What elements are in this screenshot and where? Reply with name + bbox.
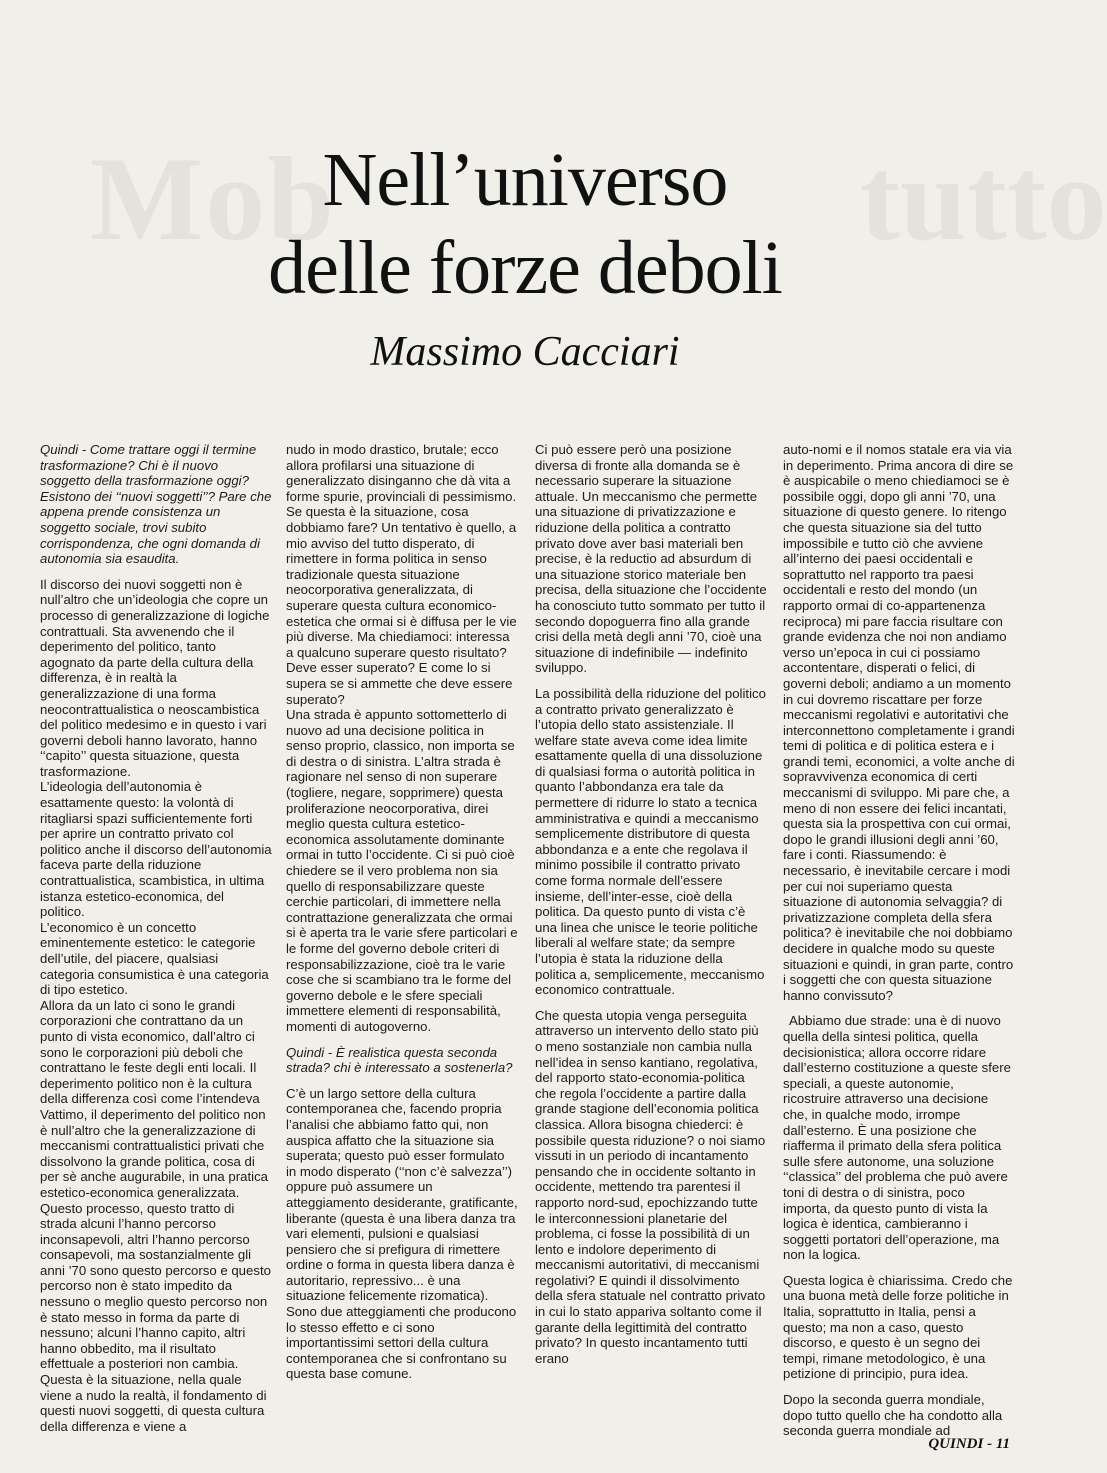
text-column-3 <box>535 442 767 1366</box>
paragraph: auto-nomi e il nomos statale era via via in deperimento. Prima ancora di dire se è auspicabile o meno chiediamoci se è possibile oggi, dopo gli anni ’70, una situazione di questo genere. Io ritengo che questa situazione sia del tutto impossibile e tutto ciò che avviene all’interno dei paesi occidentali e soprattutto nel rapporto tra paesi occidentali e resto del mondo (un rapporto ormai di co-appartenenza reciproca) mi pare faccia risultare con grande evidenza che noi non andiamo verso un’epoca in cui ci possiamo accontentare, disperati o felici, di governi deboli; andiamo a un momento in cui dovremo riscattare per forze meccanismi regolativi e autoritativi che interconnettono completamente i grandi temi di politica e di politica estera e i grandi temi, economici, a volte anche di sopravvivenza economica di certi meccanismi di sviluppo. Mi pare che, a meno di non essere dei felici incantati, questa sia la prospettiva con cui ormai, dopo le grandi illusioni degli anni ’60, fare i conti. Riassumendo: è necessario, è inevitabile cercare i modi per cui noi superiamo questa situazione di autonomia selvaggia? di privatizzazione completa della sfera politica? è inevitabile che noi dobbiamo decidere in qualche modo su queste situazioni e quindi, in gran parte, contro i soggetti che con questa situazione hanno convissuto? <box>783 442 1015 1003</box>
paragraph: Una strada è appunto sottometterlo di nuovo ad una decisione politica in senso proprio, classico, non importa se di destra o di sinistra. L’altra strada è ragionare nel senso di non superare (togliere, negare, sopprimere) questa proliferazione neocorporativa, direi meglio questa cultura estetico-economica assolutamente dominante ormai in tutto l’occidente. Ci si può cioè chiedere se il vero problema non sia quello di responsabilizzare queste cerchie particolari, di immettere nella contrattazione generalizzata che ormai si è aperta tra le varie sfere particolari e le forme del governo debole criteri di responsabilizzazione, cioè tra le varie cose che si scambiano tra le forme del governo debole e le sfere speciali immettere elementi di responsabilità, momenti di autogoverno. <box>286 707 518 1034</box>
paragraph: Quindi - Come trattare oggi il termine trasformazione? Chi è il nuovo soggetto della trasformazione oggi? Esistono dei ‘‘nuovi soggetti’’? Pare che appena prende consistenza un soggetto sociale, trovi subito corrispondenza, che ogni domanda di autonomia sia esaudita. <box>40 442 272 567</box>
paragraph: La possibilità della riduzione del politico a contratto privato generalizzato è l’utopia dello stato assistenziale. Il welfare state aveva come idea limite esattamente quella di una dissoluzione di qualsiasi forma o autorità politica in quanto l’abbondanza era tale da permettere di ridurre lo stato a tecnica amministrativa e quindi a meccanismo semplicemente distributore di questa abbondanza e a ente che regolava il minimo possibile il contratto privato come forma normale dell’essere insieme, dell’inter-esse, cioè della politica. Da questo punto di vista c’è una linea che unisce le teorie politiche liberali al welfare state; da sempre l’utopia è stata la riduzione della politica a, semplicemente, meccanismo economico contrattuale. <box>535 685 766 998</box>
bleed-through-text: Mob <box>90 132 336 265</box>
bleed-through-text-right: tutto <box>860 132 1107 265</box>
paragraph: Dopo la seconda guerra mondiale, dopo tutto quello che ha condotto alla seconda guerra mondiale ad <box>783 1392 1003 1439</box>
paragraph: Ci può essere però una posizione diversa di fronte alla domanda se è necessario superare la situazione attuale. Un meccanismo che permette una situazione di privatizzazione e riduzione della politica a contratto privato dove aver basi materiali ben precise, è la reductio ad absurdum di una situazione storico materiale ben precisa, della situazione che l’occidente ha conosciuto tutto sommato per tutto il secondo dopoguerra fino alla grande crisi della metà degli anni ’70, cioè una situazione di indefinibile — indefinito sviluppo. <box>535 442 767 676</box>
paragraph: Se questa è la situazione, cosa dobbiamo fare? Un tentativo è quello, a mio avviso del tutto disperato, di rimettere in forma politica in senso tradizionale questa situazione neocorporativa generalizzata, di superare questa cultura economico-estetica che ormai si è diffusa per le vie più diverse. Ma chiediamoci: interessa a qualcuno superare questo risultato? Deve esser superato? E come lo si supera se si ammette che deve essere superato? <box>286 504 517 707</box>
text-column-4 <box>783 442 1015 1439</box>
paragraph: Che questa utopia venga perseguita attraverso un intervento dello stato più o meno sostanziale non cambia nulla nell’idea in senso kantiano, regolativa, del rapporto stato-economia-politica che regola l’occidente a partire dalla grande stagione dell’economia politica classica. Allora bisogna chiederci: è possibile questa riduzione? o noi siamo vissuti in un periodo di incantamento pensando che in occidente soltanto in occidente, mettendo tra parentesi il rapporto nord-sud, epochizzando tutte le interconnessioni planetarie del problema, ci fosse la possibilità di un lento e indolore deperimento di meccanismi autoritativi, di meccanismi regolativi? E quindi il dissolvimento della sfera statuale nel contratto privato in cui lo stato appariva soltanto come il garante della legittimità del contratto privato? In questo incantamento tutti erano <box>535 1007 766 1366</box>
paragraph: Questa logica è chiarissima. Credo che una buona metà delle forze politiche in Italia, soprattutto in Italia, pensi a questo; ma non a caso, questo discorso, e questo è un segno dei tempi, rimane metodologico, è una petizione di principio, pura idea. <box>783 1272 1013 1382</box>
article-title-line-1: Nell’universo <box>322 138 728 222</box>
paragraph: Allora da un lato ci sono le grandi corporazioni che contrattano da un punto di vista economico, dall’altro ci sono le corporazioni più deboli che contrattano le feste degli enti locali. Il deperimento politico non è la cultura della differenza così come l’intendeva Vattimo, il deperimento del politico non è null’altro che la generalizzazione di meccanismi contrattualistici privati che dissolvono la grande politica, cosa di per sè anche augurabile, in una pratica estetico-economica generalizzata. <box>40 997 269 1200</box>
paragraph: L’economico è un concetto eminentemente estetico: le categorie dell’utile, del piacere, qualsiasi categoria consumistica è una categoria di tipo estetico. <box>40 919 269 998</box>
text-column-2 <box>286 442 518 1382</box>
paragraph: Questo processo, questo tratto di strada alcuni l’hanno percorso inconsapevoli, altri l’hanno percorso consapevoli, ma sostanzialmente gli anni ’70 sono questo percorso e questo percorso non è stato impedito da nessuno o meglio questo percorso non è stato messo in forma da parte di nessuno; alcuni l’hanno capito, altri hanno obbedito, ma il risultato effettuale a posteriori non cambia. <box>40 1200 271 1372</box>
text-column-1 <box>40 442 272 1434</box>
paragraph: L’ideologia dell’autonomia è esattamente questo: la volontà di ritagliarsi spazi sufficientemente forti per aprire un contratto privato col politico anche il discorso dell’autonomia faceva parte della riduzione contrattualistica, scambistica, in ultima istanza estetico-economica, del politico. <box>40 779 272 920</box>
article-author: Massimo Cacciari <box>370 329 680 375</box>
paragraph: Quindi - È realistica questa seconda strada? chi è interessato a sostenerla? <box>286 1044 513 1076</box>
paragraph: Questa è la situazione, nella quale viene a nudo la realtà, il fondamento di questi nuovi soggetti, di questa cultura della differenza e viene a <box>40 1372 267 1434</box>
paragraph: C’è un largo settore della cultura contemporanea che, facendo propria l’analisi che abbiamo fatto qui, non auspica affatto che la situazione sia superata; questo può esser formulato in modo disperato (‘‘non c’è salvezza’’) oppure può assumere un atteggiamento desiderante, gratificante, liberante (questa è una libera danza tra vari elementi, pulsioni e qualsiasi pensiero che si prefigura di rimettere ordine o forma in questa libera danza è autoritario, repressivo... è una situazione felicemente rizomatica). Sono due atteggiamenti che producono lo stesso effetto e ci sono importantissimi settori della cultura contemporanea che si confrontano su questa base comune. <box>286 1085 518 1382</box>
page-footer: QUINDI - 11 <box>928 1436 1010 1452</box>
paragraph: Abbiamo due strade: una è di nuovo quella della sintesi politica, quella decisionistica; allora occorre ridare dall’esterno costituzione a queste sfere speciali, a queste autonomie, ricostruire attraverso una decisione che, in qualche modo, irrompe dall’esterno. È una posizione che riafferma il primato della sfera politica sulle sfere autonome, una soluzione ‘‘classica’’ del problema che può avere toni di destra o di sinistra, poco importa, da questo punto di vista la logica è identica, cambieranno i soggetti portatori dell’operazione, ma non la logica. <box>783 1013 1011 1263</box>
article-title-line-2: delle forze deboli <box>268 226 782 310</box>
paragraph: nudo in modo drastico, brutale; ecco allora profilarsi una situazione di generalizzato disinganno che dà vita a forme spurie, provinciali di pessimismo. <box>286 442 517 504</box>
paragraph: Il discorso dei nuovi soggetti non è null’altro che un’ideologia che copre un processo di generalizzazione di logiche contrattuali. Sta avvenendo che il deperimento del politico, tanto agognato da parte della cultura della differenza, è in realtà la generalizzazione di una forma neocontrattualistica o neoscambistica del politico medesimo e in questo i vari governi deboli hanno lavorato, hanno ‘‘capito’’ questa situazione, questa trasformazione. <box>40 576 270 779</box>
